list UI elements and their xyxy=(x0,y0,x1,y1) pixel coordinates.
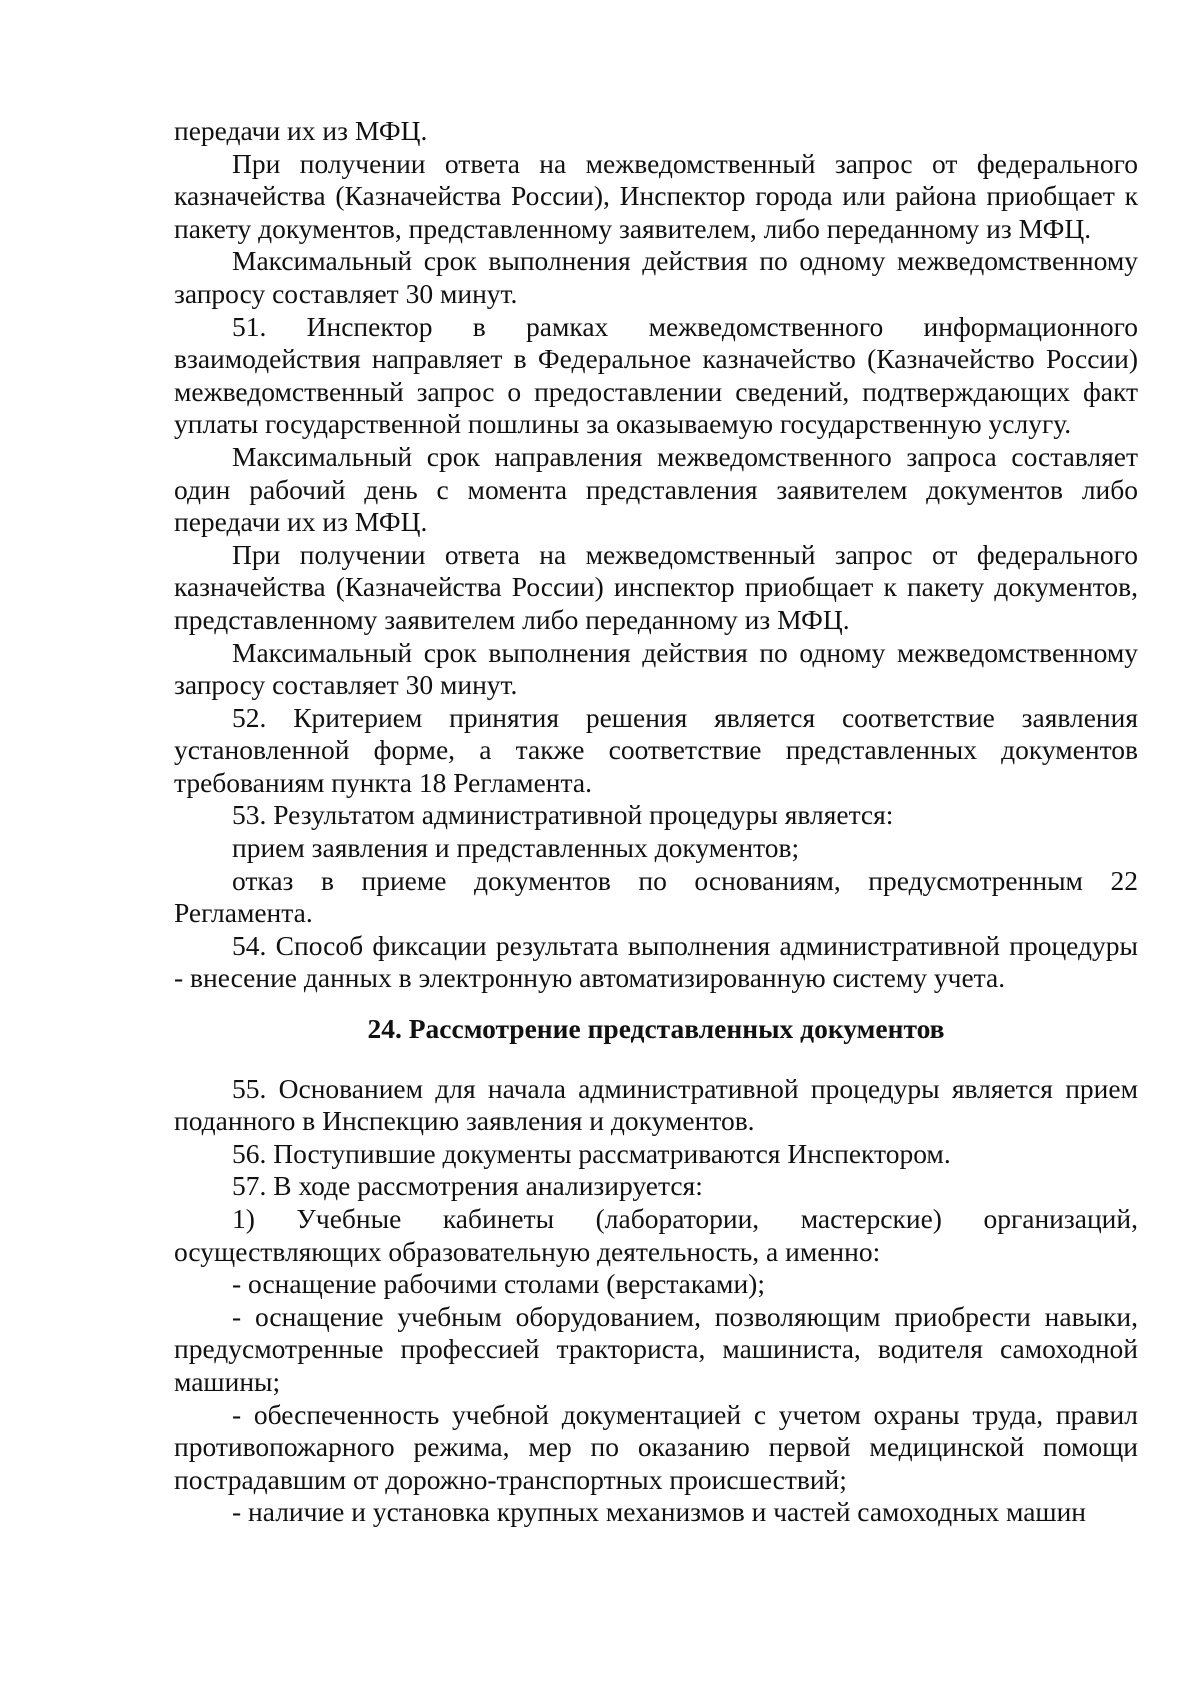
paragraph: отказ в приеме документов по основаниям, предусмотренным 22 Регламента. xyxy=(174,864,1138,929)
document-body xyxy=(174,115,1138,1529)
paragraph: 56. Поступившие документы рассматриваются Инспектором. xyxy=(232,1137,951,1169)
paragraph: прием заявления и представленных документов; xyxy=(232,832,800,864)
paragraph: 52. Критерием принятия решения является соответствие заявления установленной форме, а также соответствие представленных документов требованиям пункта 18 Регламента. xyxy=(174,701,1138,798)
paragraph: 54. Способ фиксации результата выполнения административной процедуры - внесение данных в электронную автоматизированную систему учета. xyxy=(174,929,1138,994)
paragraph: 1) Учебные кабинеты (лаборатории, мастерские) организаций, осуществляющих образовательную деятельность, а именно: xyxy=(174,1203,1138,1267)
paragraph: передачи их из МФЦ. xyxy=(174,115,428,146)
paragraph: 55. Основанием для начала административной процедуры является прием поданного в Инспекцию заявления и документов. xyxy=(174,1072,1138,1137)
paragraph: - обеспеченность учебной документацией с учетом охраны труда, правил противопожарного режима, мер по оказанию первой медицинской помощи пострадавшим от дорожно-транспортных происшествий; xyxy=(174,1398,1138,1495)
section-heading: 24. Рассмотрение представленных документов xyxy=(367,1013,945,1045)
paragraph: - оснащение учебным оборудованием, позволяющим приобрести навыки, предусмотренные профессией тракториста, машиниста, водителя самоходной машины; xyxy=(174,1300,1138,1397)
paragraph: 53. Результатом административной процедуры является: xyxy=(232,799,894,831)
paragraph: Максимальный срок выполнения действия по одному межведомственному запросу составляет 30 минут. xyxy=(174,245,1138,309)
paragraph: Максимальный срок выполнения действия по одному межведомственному запросу составляет 30 минут. xyxy=(174,636,1138,701)
paragraph: При получении ответа на межведомственный запрос от федерального казначейства (Казначейства России) инспектор приобщает к пакету документов, представленному заявителем либо переданному из МФЦ. xyxy=(174,538,1138,635)
paragraphs-before-heading xyxy=(174,115,1138,995)
paragraph: 51. Инспектор в рамках межведомственного информационного взаимодействия направляет в Федеральное казначейство (Казначейство России) межведомственный запрос о предоставлении сведений, подтверждающих факт уплаты государственной пошлины за оказываемую государственную услугу. xyxy=(174,310,1138,440)
paragraph: Максимальный срок направления межведомственного запроса составляет один рабочий день с момента представления заявителем документов либо передачи их из МФЦ. xyxy=(174,440,1138,538)
paragraphs-after-heading xyxy=(174,1073,1138,1529)
paragraph: При получении ответа на межведомственный запрос от федерального казначейства (Казначейства России), Инспектор города или района приобщает к пакету документов, представленному заявителем, либо переданному из МФЦ. xyxy=(174,147,1138,244)
paragraph: - оснащение рабочими столами (верстаками); xyxy=(232,1268,765,1300)
paragraph: - наличие и установка крупных механизмов и частей самоходных машин xyxy=(232,1496,1087,1528)
paragraph: 57. В ходе рассмотрения анализируется: xyxy=(232,1170,703,1202)
